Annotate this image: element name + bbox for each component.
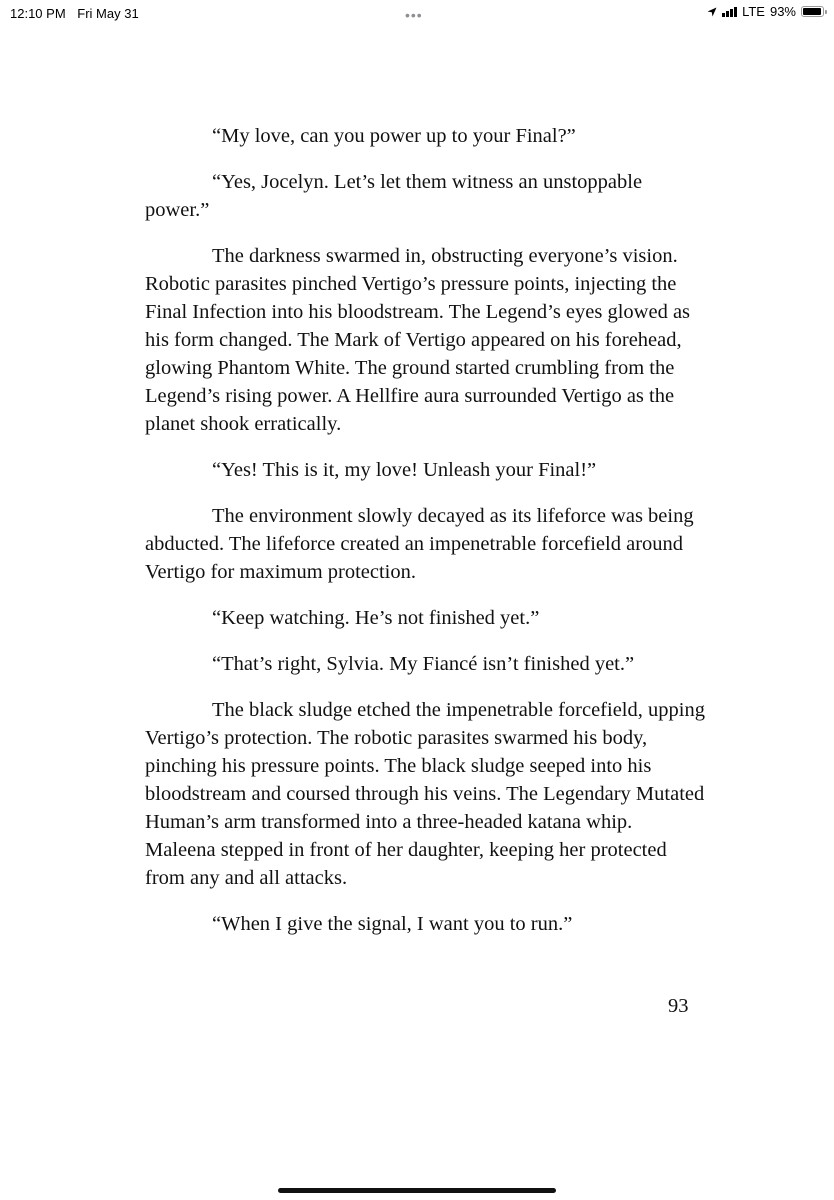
paragraph: The environment slowly decayed as its lifeforce was being abducted. The lifeforce created an impenetrable forcefield around Vertigo for maximum protection. [145, 505, 694, 583]
battery-icon [801, 6, 824, 17]
status-bar [0, 0, 834, 26]
page-number: 93 [668, 995, 689, 1017]
battery-percent: 93% [769, 4, 796, 19]
paragraph: The darkness swarmed in, obstructing everyone’s vision. Robotic parasites pinched Vertigo’s pressure points, injecting the Final Infection into his bloodstream. The Legend’s eyes glowed as his form changed. The Mark of Vertigo appeared on his forehead, glowing Phantom White. The ground started crumbling from the Legend’s rising power. A Hellfire aura surrounded Vertigo as the planet shook erratically. [145, 245, 691, 435]
status-time: 12:10 PM [10, 6, 66, 21]
paragraph: “When I give the signal, I want you to run.” [212, 913, 573, 935]
status-right [707, 4, 824, 19]
status-left [10, 6, 147, 21]
paragraph: The black sludge etched the impenetrable forcefield, upping Vertigo’s protection. The robotic parasites swarmed his body, pinching his pressure points. The black sludge seeped into his bloodstream and coursed through his veins. The Legendary Mutated Human’s arm transformed into a three-headed katana whip. Maleena stepped in front of her daughter, keeping her protected from any and all attacks. [145, 699, 705, 889]
paragraph: “Yes, Jocelyn. Let’s let them witness an unstoppable power.” [145, 171, 643, 221]
multitasking-dots-icon[interactable]: ••• [405, 7, 423, 23]
book-page [0, 26, 834, 1200]
status-date: Fri May 31 [77, 6, 139, 21]
signal-bars-icon [722, 6, 737, 17]
paragraph: “My love, can you power up to your Final?” [212, 125, 576, 147]
paragraph: “That’s right, Sylvia. My Fiancé isn’t finished yet.” [212, 653, 635, 675]
page-text [145, 122, 705, 956]
home-indicator[interactable] [278, 1188, 556, 1193]
network-type: LTE [742, 4, 765, 19]
paragraph: “Yes! This is it, my love! Unleash your Final!” [212, 459, 597, 481]
paragraph: “Keep watching. He’s not finished yet.” [212, 607, 540, 629]
location-arrow-icon [707, 7, 717, 17]
